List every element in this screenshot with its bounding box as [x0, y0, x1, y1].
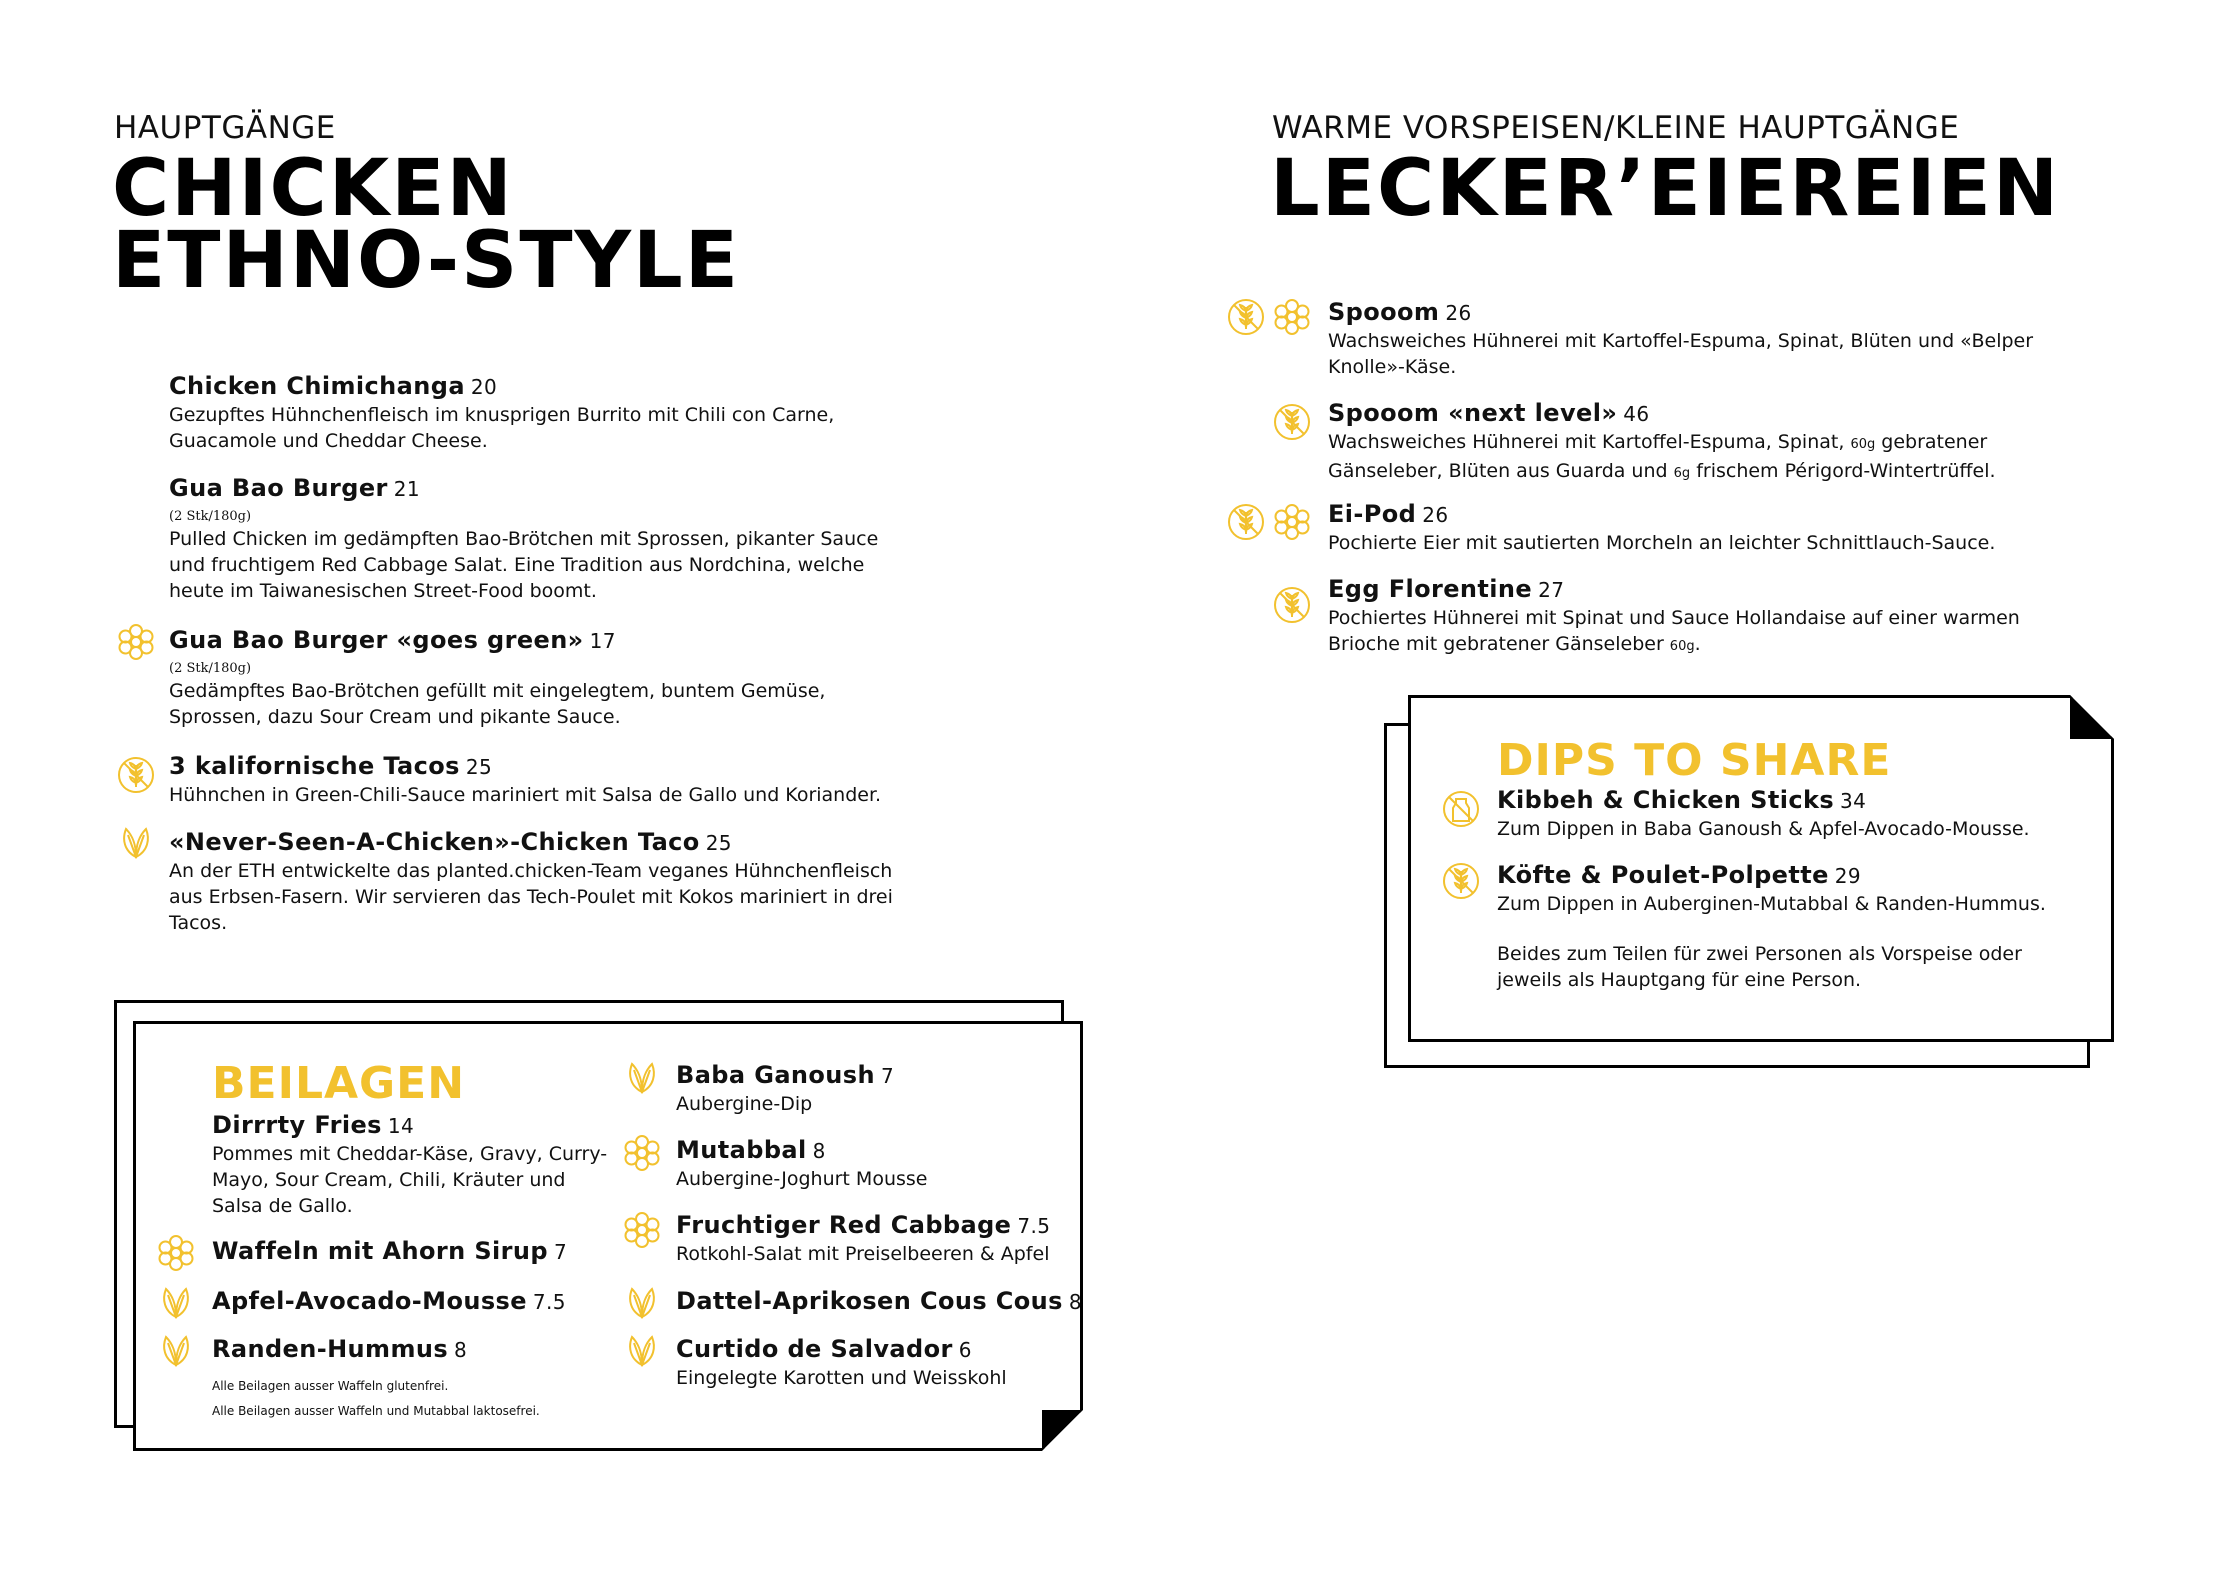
item-description: Aubergine-Dip [676, 1093, 813, 1115]
dips-title: DIPS TO SHARE [1497, 735, 1892, 786]
gluten-free-icon [1272, 585, 1312, 625]
item-name: Fruchtiger Red Cabbage [676, 1211, 1012, 1239]
desc-part: gebratener Gänseleber, Blüten aus Guarda und [1328, 431, 1988, 482]
menu-item [169, 371, 909, 454]
dog-ear-corner [2070, 695, 2114, 739]
item-price: 20 [470, 375, 498, 399]
title-line-2: ETHNO-STYLE [112, 216, 741, 306]
menu-item [676, 1135, 927, 1192]
footnote: Alle Beilagen ausser Waffeln und Mutabbal laktosefrei. [212, 1404, 540, 1418]
gluten-free-icon [116, 755, 156, 795]
item-description: Pulled Chicken im gedämpften Bao-Brötchen mit Sprossen, pikanter Sauce und fruchtigem Red Cabbage Salat. Eine Tradition aus Nordchina, welche heute im Taiwanesischen Street-Food boomt. [169, 528, 879, 602]
desc-part: frischem Périgord-Wintertrüffel. [1690, 460, 1996, 482]
item-description: Eingelegte Karotten und Weisskohl [676, 1367, 1007, 1389]
section-title [1270, 144, 2061, 234]
menu-item [1328, 499, 2048, 556]
section-title [112, 144, 741, 306]
menu-item [676, 1060, 894, 1117]
item-name: Kibbeh & Chicken Sticks [1497, 786, 1835, 814]
item-name: Curtido de Salvador [676, 1335, 953, 1363]
vegetarian-flower-icon [156, 1233, 196, 1273]
menu-item [676, 1334, 1007, 1391]
item-price: 29 [1834, 864, 1862, 888]
dog-ear-corner [1042, 1410, 1083, 1451]
item-price: 25 [465, 755, 493, 779]
lactose-free-icon [1441, 789, 1481, 829]
vegan-leaf-icon [622, 1058, 662, 1098]
menu-item [676, 1210, 1050, 1267]
menu-item [212, 1110, 612, 1219]
vegetarian-flower-icon [622, 1133, 662, 1173]
item-description: Rotkohl-Salat mit Preiselbeeren & Apfel [676, 1243, 1050, 1265]
menu-item [1497, 785, 2097, 842]
item-price: 7 [880, 1064, 895, 1088]
vegetarian-flower-icon [1272, 297, 1312, 337]
item-description: An der ETH entwickelte das planted.chicken-Team veganes Hühnchenfleisch aus Erbsen-Fasern. Wir servieren das Tech-Poulet mit Kokos mariniert in drei Tacos. [169, 860, 893, 934]
section-kicker: HAUPTGÄNGE [114, 110, 336, 146]
item-price: 25 [705, 831, 732, 855]
item-price: 8 [1068, 1290, 1082, 1314]
gluten-free-icon [1272, 402, 1312, 442]
item-name: Köfte & Poulet-Polpette [1497, 861, 1829, 889]
quantity: 6g [1673, 466, 1691, 481]
gluten-free-icon [1226, 502, 1266, 542]
item-name: «Never-Seen-A-Chicken»-Chicken Taco [169, 828, 700, 856]
item-description: Aubergine-Joghurt Mousse [676, 1168, 928, 1190]
vegan-leaf-icon [622, 1331, 662, 1371]
item-name: Gua Bao Burger [169, 474, 388, 502]
item-name: Baba Ganoush [676, 1061, 875, 1089]
item-name: Randen-Hummus [212, 1335, 449, 1363]
menu-item [169, 625, 909, 730]
item-description: Gedämpftes Bao-Brötchen gefüllt mit eingelegtem, buntem Gemüse, Sprossen, dazu Sour Cream und pikante Sauce. [169, 680, 826, 728]
item-description: Gezupftes Hühnchenfleisch im knusprigen Burrito mit Chili con Carne, Guacamole und Cheddar Cheese. [169, 404, 835, 452]
item-portion: (2 Stk/180g) [169, 661, 252, 676]
item-portion: (2 Stk/180g) [169, 509, 252, 524]
footnote: Alle Beilagen ausser Waffeln glutenfrei. [212, 1379, 449, 1393]
menu-item [676, 1286, 1082, 1317]
item-name: Dattel-Aprikosen Cous Cous [676, 1287, 1063, 1315]
item-price: 46 [1623, 402, 1650, 426]
menu-item [1497, 860, 2097, 917]
menu-item [212, 1334, 467, 1365]
item-price: 27 [1538, 578, 1565, 602]
item-name: Apfel-Avocado-Mousse [212, 1287, 527, 1315]
item-description: Pochierte Eier mit sautierten Morcheln an leichter Schnittlauch-Sauce. [1328, 532, 1996, 554]
item-name: Spooom «next level» [1328, 399, 1618, 427]
item-price: 34 [1840, 789, 1867, 813]
menu-item [1328, 297, 2048, 380]
quantity: 60g [1669, 639, 1695, 654]
vegan-leaf-icon [156, 1331, 196, 1371]
item-name: Egg Florentine [1328, 575, 1533, 603]
vegetarian-flower-icon [116, 622, 156, 662]
item-description: Pommes mit Cheddar-Käse, Gravy, Curry-Mayo, Sour Cream, Chili, Kräuter und Salsa de Gallo. [212, 1143, 608, 1217]
desc-part: Wachsweiches Hühnerei mit Kartoffel-Espuma, Spinat, [1328, 431, 1851, 453]
desc-part: Pochiertes Hühnerei mit Spinat und Sauce Hollandaise auf einer warmen Brioche mit gebratener Gänseleber [1328, 607, 2020, 655]
menu-item [1328, 398, 2048, 487]
quantity: 60g [1850, 437, 1876, 452]
item-price: 26 [1422, 503, 1449, 527]
vegetarian-flower-icon [1272, 502, 1312, 542]
vegan-leaf-icon [116, 823, 156, 863]
menu-item [169, 473, 909, 604]
section-kicker: WARME VORSPEISEN/KLEINE HAUPTGÄNGE [1272, 110, 1960, 146]
item-price: 7 [553, 1240, 568, 1264]
item-name: Mutabbal [676, 1136, 807, 1164]
item-price: 8 [812, 1139, 826, 1163]
item-name: Waffeln mit Ahorn Sirup [212, 1237, 548, 1265]
item-name: Chicken Chimichanga [169, 372, 465, 400]
item-price: 17 [589, 629, 616, 653]
item-name: Dirrrty Fries [212, 1111, 382, 1139]
item-name: Spooom [1328, 298, 1440, 326]
menu-item [212, 1236, 567, 1267]
item-name: Ei-Pod [1328, 500, 1417, 528]
item-name: 3 kalifornische Tacos [169, 752, 460, 780]
beilagen-title: BEILAGEN [212, 1058, 466, 1109]
item-description [1328, 605, 2048, 660]
item-price: 26 [1445, 301, 1472, 325]
item-description: Wachsweiches Hühnerei mit Kartoffel-Espuma, Spinat, Blüten und «Belper Knolle»-Käse. [1328, 330, 2034, 378]
vegan-leaf-icon [156, 1283, 196, 1323]
item-price: 14 [387, 1114, 415, 1138]
title-line-1: CHICKEN [112, 144, 514, 234]
dips-note: Beides zum Teilen für zwei Personen als Vorspeise oder jeweils als Hauptgang für eine Person. [1497, 943, 2022, 991]
item-description: Zum Dippen in Auberginen-Mutabbal & Randen-Hummus. [1497, 893, 2046, 915]
item-description: Hühnchen in Green-Chili-Sauce mariniert mit Salsa de Gallo und Koriander. [169, 784, 882, 806]
gluten-free-icon [1441, 861, 1481, 901]
item-description: Zum Dippen in Baba Ganoush & Apfel-Avocado-Mousse. [1497, 818, 2030, 840]
desc-part: . [1694, 633, 1701, 655]
menu-item [169, 751, 909, 808]
item-price: 21 [393, 477, 421, 501]
vegetarian-flower-icon [622, 1210, 662, 1250]
vegan-leaf-icon [622, 1283, 662, 1323]
menu-item [1328, 574, 2048, 660]
item-description [1328, 429, 2048, 487]
item-price: 8 [454, 1338, 468, 1362]
gluten-free-icon [1226, 297, 1266, 337]
item-name: Gua Bao Burger «goes green» [169, 626, 584, 654]
menu-item [212, 1286, 566, 1317]
item-price: 7.5 [1017, 1214, 1051, 1238]
menu-item [169, 827, 909, 936]
item-price: 6 [958, 1338, 972, 1362]
item-price: 7.5 [532, 1290, 566, 1314]
title-line-1: LECKER’EIEREIEN [1270, 144, 2061, 234]
